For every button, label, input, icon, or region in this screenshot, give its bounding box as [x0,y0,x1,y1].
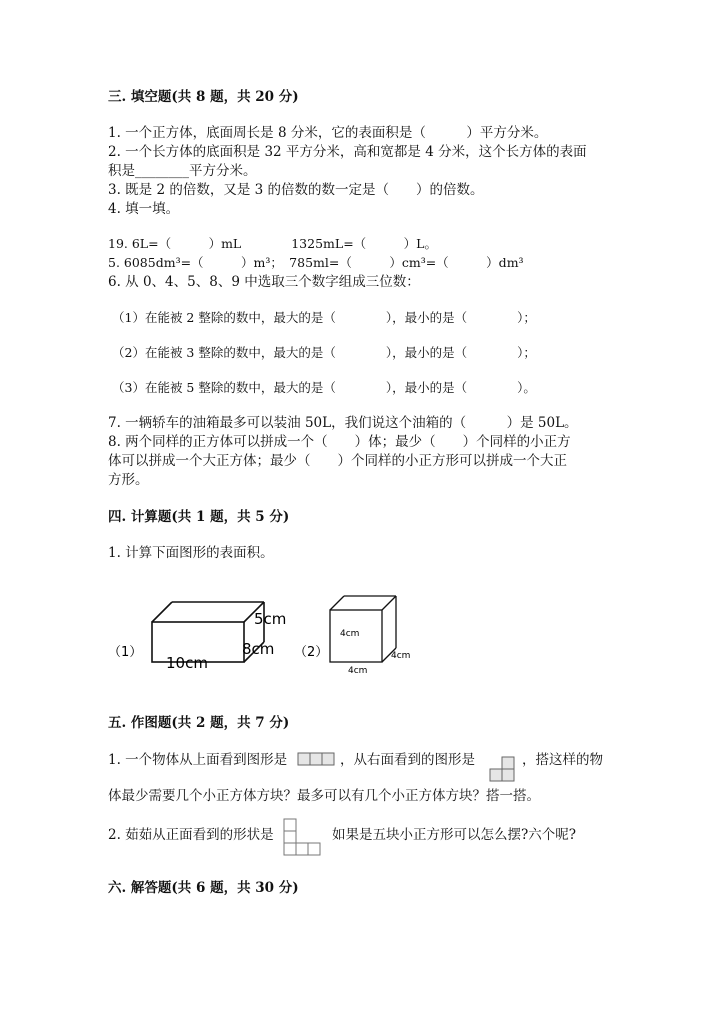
fig1-height-label: 5cm [254,610,287,628]
top-view-figure [297,752,335,768]
fig2-front-label: 4cm [340,629,360,639]
fig1-width-label: 8cm [242,640,275,658]
surface-area-figures [108,588,428,680]
q5-1-part2: ，从右面看到的图形是 [340,752,475,768]
q3-8-line1: 8. 两个同样的正方体可以拼成一个（ ）体；最少（ ）个同样的小正方 [108,434,571,450]
right-view-figure [489,756,517,782]
section-5-title: 五. 作图题(共 2 题，共 7 分) [108,715,290,731]
q3-4-row2: 5. 6085dm³=（ ）m³； 785ml=（ ）cm³=（ ）dm³ [108,255,524,270]
q3-2-line2: 积是________平方分米。 [108,163,257,179]
q3-3: 3. 既是 2 的倍数，又是 3 的倍数的数一定是（ ）的倍数。 [108,182,484,198]
fig1-label: （1） [108,645,143,660]
q4-1: 1. 计算下面图形的表面积。 [108,545,274,561]
front-view-figure [283,818,323,858]
section-3-title: 三. 填空题(共 8 题，共 20 分) [108,89,299,105]
q5-2-part2: 如果是五块小正方形可以怎么摆?六个呢? [332,827,576,843]
fig2-side-label: 4cm [391,651,411,661]
fig2-label: （2） [294,645,329,660]
q3-8-line3: 方形。 [108,472,149,488]
q3-1: 1. 一个正方体，底面周长是 8 分米，它的表面积是（ ）平方分米。 [108,125,548,141]
fig2-bottom-label: 4cm [348,666,368,676]
q3-7: 7. 一辆轿车的油箱最多可以装油 50L，我们说这个油箱的（ ）是 50L。 [108,415,578,431]
q3-2-line1: 2. 一个长方体的底面积是 32 平方分米，高和宽都是 4 分米，这个长方体的表面 [108,144,587,160]
q3-6: 6. 从 0、4、5、8、9 中选取三个数字组成三位数： [108,274,420,290]
q3-4-row1: 19. 6L=（ ）mL 1325mL=（ ）L。 [108,236,437,251]
fig1-length-label: 10cm [166,654,208,672]
q3-4: 4. 填一填。 [108,201,180,217]
q3-6-2: （2）在能被 3 整除的数中，最大的是（ ），最小的是（ ）； [112,345,536,360]
q5-1-part1: 1. 一个物体从上面看到图形是 [108,752,288,768]
q3-6-3: （3）在能被 5 整除的数中，最大的是（ ），最小的是（ ）。 [112,380,536,395]
q3-6-1: （1）在能被 2 整除的数中，最大的是（ ），最小的是（ ）； [112,310,536,325]
q5-1-part3: ，搭这样的物 [522,752,603,768]
section-6-title: 六. 解答题(共 6 题，共 30 分) [108,880,299,896]
q3-8-line2: 体可以拼成一个大正方体；最少（ ）个同样的小正方形可以拼成一个大正 [108,453,567,469]
q5-2-part1: 2. 茹茹从正面看到的形状是 [108,827,274,843]
q5-1-line2: 体最少需要几个小正方体方块？最多可以有几个小正方体方块？搭一搭。 [108,788,540,804]
section-4-title: 四. 计算题(共 1 题，共 5 分) [108,509,290,525]
